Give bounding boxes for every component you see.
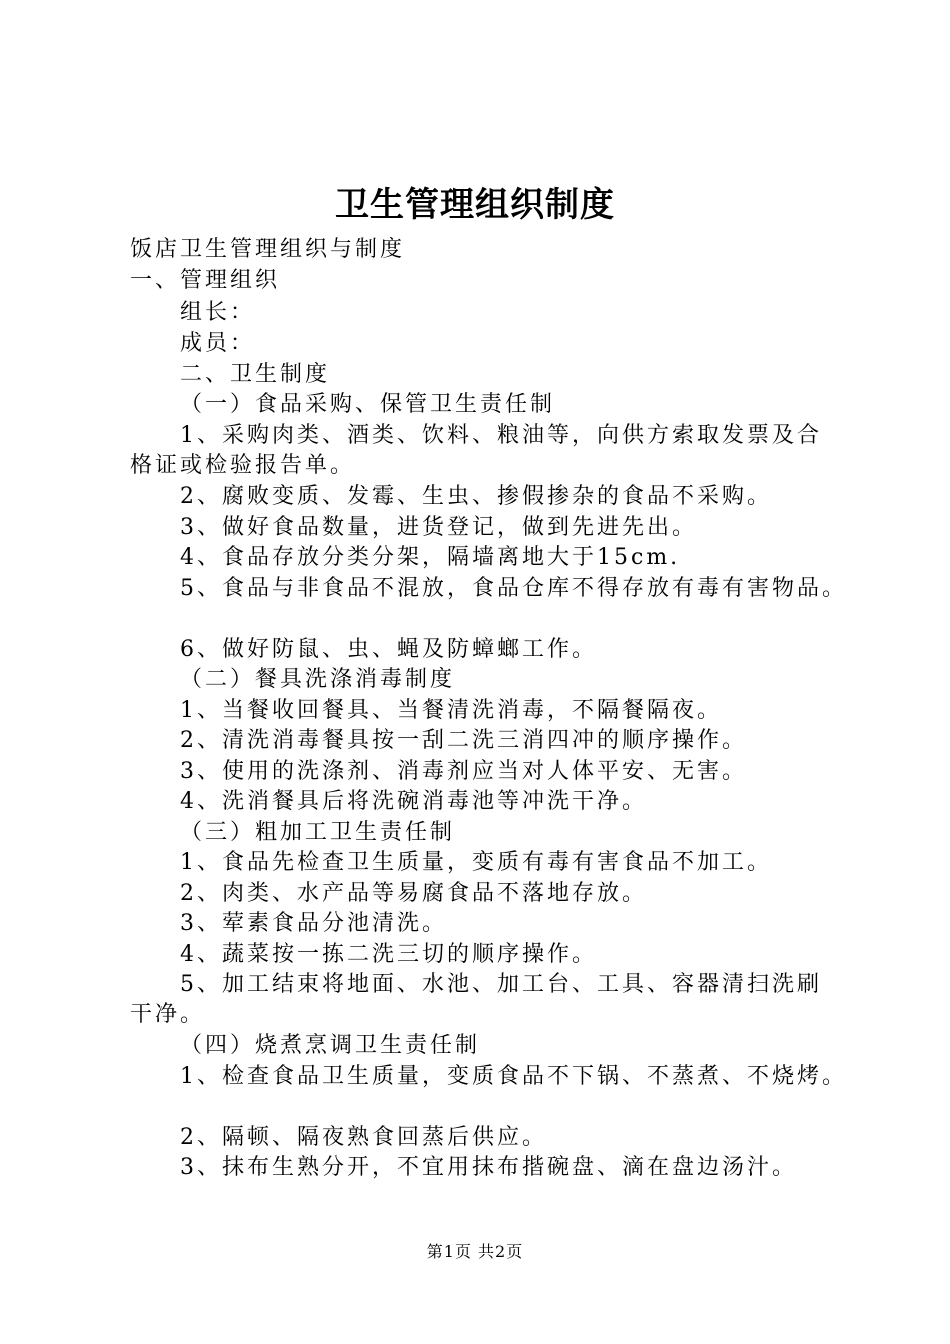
list-item: 2、肉类、水产品等易腐食品不落地存放。 [180,881,647,906]
subtitle-line: 饭店卫生管理组织与制度 [130,237,406,262]
list-item: 1、采购肉类、酒类、饮料、粮油等，向供方索取发票及合格证或检验报告单。 [130,423,822,478]
subsection-heading: （二）餐具洗涤消毒制度 [180,667,456,692]
page-footer: 第1页 共2页 [426,1242,524,1261]
subsection-heading: （四）烧煮烹调卫生责任制 [180,1033,481,1058]
list-item: 2、腐败变质、发霉、生虫、掺假掺杂的食品不采购。 [180,484,772,509]
list-item: 4、食品存放分类分架，隔墙离地大于15cm. [180,545,681,570]
list-item: 1、检查食品卫生质量，变质食品不下锅、不蒸煮、不烧烤。 [180,1064,847,1089]
list-item: 5、加工结束将地面、水池、加工台、工具、容器清扫洗刷干净。 [130,972,822,1027]
subsection-heading: （三）粗加工卫生责任制 [180,820,456,845]
list-item: 4、洗消餐具后将洗碗消毒池等冲洗干净。 [180,789,647,814]
section-heading: 一、管理组织 [130,268,281,293]
list-item: 1、当餐收回餐具、当餐清洗消毒，不隔餐隔夜。 [180,698,722,723]
list-item: 3、抹布生熟分开，不宜用抹布揩碗盘、滴在盘边汤汁。 [180,1155,797,1180]
list-item: 5、食品与非食品不混放，食品仓库不得存放有毒有害物品。 [180,576,847,601]
members-label: 成员： [180,331,256,356]
leader-label: 组长： [180,300,256,325]
document-title: 卫生管理组织制度 [335,185,615,225]
list-item: 4、蔬菜按一拣二洗三切的顺序操作。 [180,942,597,967]
list-item: 3、荤素食品分池清洗。 [180,911,447,936]
section-heading: 二、卫生制度 [180,362,331,387]
list-item: 2、清洗消毒餐具按一刮二洗三消四冲的顺序操作。 [180,728,747,753]
subsection-heading: （一）食品采购、保管卫生责任制 [180,392,556,417]
list-item: 3、使用的洗涤剂、消毒剂应当对人体平安、无害。 [180,759,747,784]
list-item: 6、做好防鼠、虫、蝇及防蟑螂工作。 [180,637,597,662]
list-item: 1、食品先检查卫生质量，变质有毒有害食品不加工。 [180,850,772,875]
list-item: 2、隔顿、隔夜熟食回蒸后供应。 [180,1125,547,1150]
list-item: 3、做好食品数量，进货登记，做到先进先出。 [180,515,697,540]
